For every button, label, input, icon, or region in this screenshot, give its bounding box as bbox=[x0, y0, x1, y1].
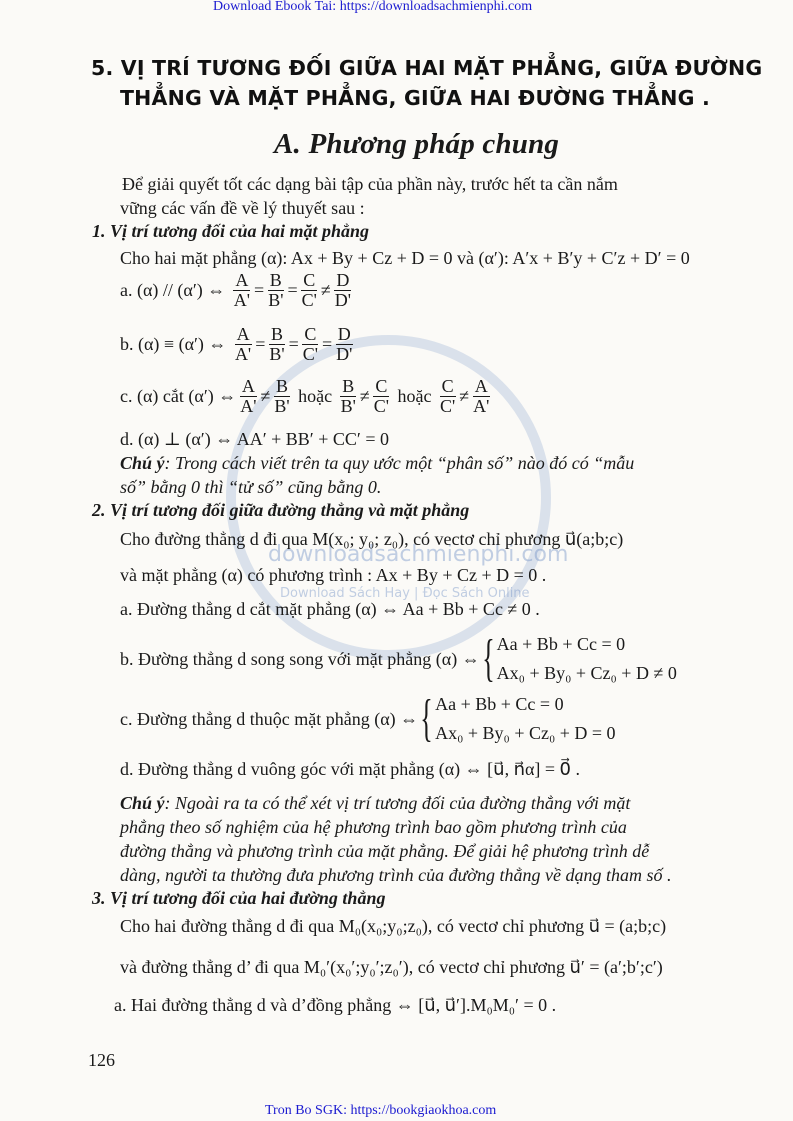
p3-line-1: Cho hai đường thẳng d đi qua M₀(x₀;y₀;z₀), có vectơ chỉ phương u⃗ = (a;b;c) bbox=[120, 916, 667, 936]
note-1-line-1 bbox=[120, 452, 634, 474]
or-word: hoặc bbox=[298, 386, 333, 406]
p1-a-label: a. (α) // (α′) ⇔ bbox=[120, 280, 226, 300]
note-2-line-1 bbox=[120, 792, 630, 814]
fraction: $\frac{B}{B'}$ bbox=[268, 270, 284, 310]
note-2-line-3: đường thẳng và phương trình của mặt phẳng. Để giải hệ phương trình dễ bbox=[120, 841, 650, 861]
watermark-main-text: downloadsachmienphi.com bbox=[268, 542, 569, 567]
chapter-title-line2: THẲNG VÀ MẶT PHẲNG, GIỮA HAI ĐƯỜNG THẲNG . bbox=[120, 86, 710, 110]
p2-line-1 bbox=[120, 528, 623, 550]
eq-sign: = bbox=[288, 334, 299, 354]
p2-case-b bbox=[120, 630, 677, 688]
p1-case-d: d. (α) ⊥ (α′) ⇔ AA′ + BB′ + CC′ = 0 bbox=[120, 429, 389, 449]
note-2-text: : Ngoài ra ta có thể xét vị trí tương đối của đường thẳng với mặt bbox=[164, 793, 631, 813]
neq-sign: ≠ bbox=[260, 386, 271, 406]
p1-case-a bbox=[120, 271, 355, 310]
header-download-link[interactable]: Download Ebook Tai: https://downloadsachmienphi.com bbox=[213, 0, 533, 14]
eq-sign: = bbox=[287, 280, 298, 300]
fraction: $\frac{B}{B'}$ bbox=[269, 324, 285, 364]
p2-case-c bbox=[120, 690, 616, 748]
fraction: $\frac{A}{A'}$ bbox=[233, 270, 251, 310]
note-1-text: : Trong cách viết trên ta quy ước một “phân số” nào đó có “mẫu bbox=[164, 453, 635, 473]
p2-c-label: c. Đường thẳng d thuộc mặt phẳng (α) ⇔ bbox=[120, 708, 419, 729]
p2-case-a: a. Đường thẳng d cắt mặt phẳng (α) ⇔ Aa + Bb + Cc ≠ 0 . bbox=[120, 599, 540, 619]
note-1-label: Chú ý bbox=[120, 453, 165, 473]
fraction: $\frac{A}{A'}$ bbox=[234, 324, 252, 364]
watermark-sub-text: Download Sách Hay | Đọc Sách Online bbox=[280, 586, 530, 601]
fraction: $\frac{B}{B'}$ bbox=[340, 376, 356, 416]
fraction: $\frac{A}{A'}$ bbox=[473, 376, 490, 416]
fraction: $\frac{A}{A'}$ bbox=[240, 376, 257, 416]
p2-line-1a: Cho đường thẳng d đi qua M bbox=[120, 529, 329, 549]
p2-line-1b: (x₀; y₀; z₀), có vectơ chỉ phương u⃗(a;b;c) bbox=[328, 529, 624, 549]
brace-icon: { bbox=[481, 630, 495, 687]
fraction: $\frac{C}{C'}$ bbox=[302, 324, 318, 364]
equation-system bbox=[480, 630, 677, 688]
system-line: Ax₀ + By₀ + Cz₀ + D ≠ 0 bbox=[496, 663, 677, 683]
system-line: Aa + Bb + Cc = 0 bbox=[496, 634, 626, 654]
p1-c-label: c. (α) cắt (α′) ⇔ bbox=[120, 386, 237, 406]
system-line: Ax₀ + By₀ + Cz₀ + D = 0 bbox=[435, 723, 616, 743]
heading-2: 2. Vị trí tương đối giữa đường thẳng và mặt phẳng bbox=[92, 500, 470, 520]
fraction: $\frac{C}{C'}$ bbox=[440, 376, 456, 416]
chapter-title-line1: 5. VỊ TRÍ TƯƠNG ĐỐI GIỮA HAI MẶT PHẲNG, GIỮA ĐƯỜNG bbox=[91, 56, 763, 80]
p1-case-c bbox=[120, 377, 493, 416]
eq-sign: = bbox=[254, 280, 265, 300]
neq-sign: ≠ bbox=[320, 280, 331, 300]
p3-case-a: a. Hai đường thẳng d và d’đồng phẳng ⇔ [u⃗, u⃗′].M₀M₀′ = 0 . bbox=[114, 995, 557, 1015]
eq-sign: = bbox=[255, 334, 266, 354]
p2-b-label: b. Đường thẳng d song song với mặt phẳng (α) ⇔ bbox=[120, 648, 480, 669]
fraction: $\frac{C}{C'}$ bbox=[301, 270, 317, 310]
neq-sign: ≠ bbox=[459, 386, 470, 406]
or-word: hoặc bbox=[397, 386, 432, 406]
intro-line-2: vững các vấn đề về lý thuyết sau : bbox=[120, 198, 365, 218]
p2-line-2: và mặt phẳng (α) có phương trình : Ax + By + Cz + D = 0 . bbox=[120, 565, 547, 585]
p2-case-d: d. Đường thẳng d vuông góc với mặt phẳng (α) ⇔ [u⃗, n⃗α] = 0⃗ . bbox=[120, 759, 581, 779]
footer-sgk-link[interactable]: Tron Bo SGK: https://bookgiaokhoa.com bbox=[265, 1103, 497, 1118]
p1-b-label: b. (α) ≡ (α′) ⇔ bbox=[120, 334, 227, 354]
intro-line-1: Để giải quyết tốt các dạng bài tập của phần này, trước hết ta cần nắm bbox=[122, 174, 618, 194]
p1-given: Cho hai mặt phẳng (α): Ax + By + Cz + D = 0 và (α′): A′x + B′y + C′z + D′ = 0 bbox=[120, 248, 690, 268]
heading-3: 3. Vị trí tương đối của hai đường thẳng bbox=[92, 888, 386, 908]
page-number: 126 bbox=[88, 1050, 115, 1070]
fraction: $\frac{C}{C'}$ bbox=[373, 376, 390, 416]
fraction: $\frac{D}{D'}$ bbox=[336, 324, 353, 364]
note-2-line-2: phẳng theo số nghiệm của hệ phương trình bao gồm phương trình của bbox=[120, 817, 627, 837]
brace-icon: { bbox=[420, 690, 433, 747]
note-2-label: Chú ý bbox=[120, 793, 165, 813]
heading-1: 1. Vị trí tương đối của hai mặt phẳng bbox=[92, 221, 370, 241]
section-heading: A. Phương pháp chung bbox=[274, 128, 560, 160]
neq-sign: ≠ bbox=[359, 386, 370, 406]
fraction: $\frac{D}{D'}$ bbox=[334, 270, 351, 310]
p1-case-b bbox=[120, 325, 356, 364]
fraction: $\frac{B}{B'}$ bbox=[274, 376, 290, 416]
note-1-line-2: số” bằng 0 thì “tử số” cũng bằng 0. bbox=[120, 477, 382, 497]
system-line: Aa + Bb + Cc = 0 bbox=[435, 694, 564, 714]
note-2-line-4: dàng, người ta thường đưa phương trình của đường thẳng về dạng tham số . bbox=[120, 865, 672, 885]
p3-line-2: và đường thẳng d’ đi qua M₀′(x₀′;y₀′;z₀′), có vectơ chỉ phương u⃗′ = (a′;b′;c′) bbox=[120, 957, 663, 977]
eq-sign: = bbox=[322, 334, 333, 354]
equation-system bbox=[418, 690, 615, 748]
